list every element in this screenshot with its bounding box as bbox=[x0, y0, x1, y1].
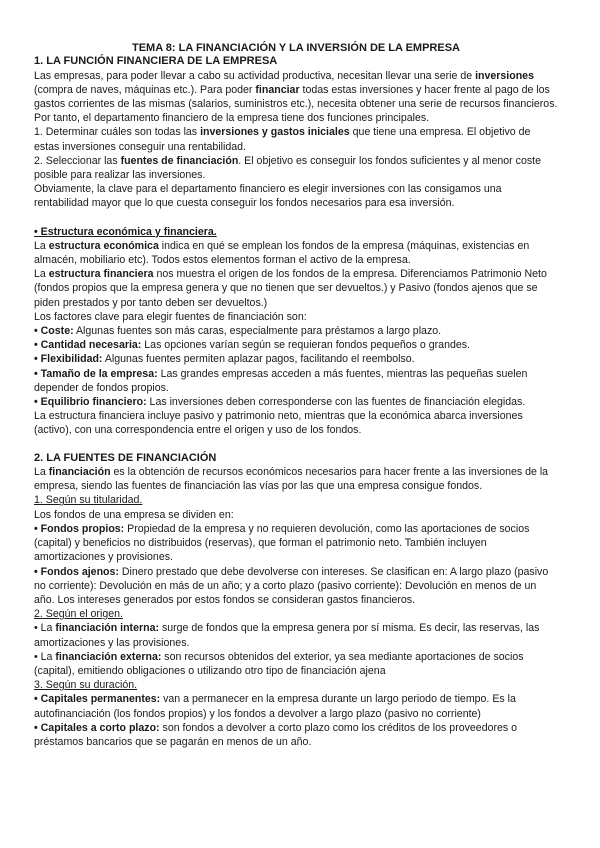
list-item bbox=[34, 721, 558, 749]
text-run: son recursos obtenidos del exterior, ya sea mediante aportaciones de socios (capital), emitiendo obligaciones o utilizando otro tipo de financiación ajena bbox=[34, 650, 524, 677]
text-run: • La bbox=[34, 650, 56, 663]
list-item bbox=[34, 324, 558, 338]
bold-term: estructura económica bbox=[48, 239, 159, 252]
text-run: La bbox=[34, 239, 49, 252]
text-run: 2. Seleccionar las bbox=[34, 154, 121, 167]
text-run: Las opciones varían según se requieran fondos pequeños o grandes. bbox=[141, 339, 470, 352]
list-item bbox=[34, 352, 558, 366]
list-item bbox=[34, 621, 558, 649]
bold-term: inversiones y gastos iniciales bbox=[200, 126, 350, 139]
document-page bbox=[34, 42, 558, 749]
subsection-heading: 3. Según su duración. bbox=[34, 679, 138, 692]
section-1-heading: 1. LA FUNCIÓN FINANCIERA DE LA EMPRESA bbox=[34, 55, 278, 67]
spacer bbox=[34, 438, 558, 452]
list-item bbox=[34, 522, 558, 565]
paragraph bbox=[34, 239, 558, 267]
text-run: es la obtención de recursos económicos necesarios para hacer frente a las inversiones de la empresa, siendo las fuentes de financiación las vías por las que una empresa consigue fondos. bbox=[34, 466, 549, 493]
bold-term: inversiones bbox=[475, 69, 534, 82]
bold-term: financiación externa: bbox=[55, 650, 162, 663]
bold-term: financiación interna: bbox=[55, 622, 159, 635]
list-item bbox=[34, 692, 558, 720]
section-2-heading: 2. LA FUENTES DE FINANCIACIÓN bbox=[34, 451, 217, 464]
text-run: van a permanecer en la empresa durante un largo periodo de tiempo. Es la autofinanciación (los fondos propios) y los fondos a devolver a largo plazo (pasivo no corriente) bbox=[34, 693, 516, 720]
text-run: Algunas fuentes permiten aplazar pagos, facilitando el reembolso. bbox=[102, 353, 415, 366]
text-run: Dinero prestado que debe devolverse con intereses. Se clasifican en: A largo plazo (pasivo no corriente): Devolución en más de un año; y a corto plazo (pasivo corriente): Devolución en menos de un año. Los intereses generados por estos fondos se consideran gastos financieros. bbox=[34, 565, 549, 606]
bold-term: • Capitales permanentes: bbox=[34, 693, 161, 706]
paragraph: Los fondos de una empresa se dividen en: bbox=[34, 508, 234, 521]
text-run: . El objetivo es conseguir los fondos suficientes y al menor coste posible para realizar las inversiones. bbox=[34, 154, 541, 181]
list-item bbox=[34, 338, 558, 352]
bold-term: estructura financiera bbox=[48, 268, 154, 281]
text-run: Las empresas, para poder llevar a cabo su actividad productiva, necesitan llevar una serie de bbox=[34, 69, 476, 82]
paragraph bbox=[34, 465, 558, 493]
text-run: todas estas inversiones y hacer frente al pago de los gastos corrientes de las mismas (salarios, suministros etc.), necesita obtener una serie de recursos financieros. bbox=[34, 83, 558, 110]
structure-heading bbox=[34, 225, 558, 239]
text-run: 1. Determinar cuáles son todas las bbox=[34, 126, 201, 139]
list-item bbox=[34, 650, 558, 678]
text-run: Propiedad de la empresa y no requieren devolución, como las aportaciones de socios (capital) y beneficios no distribuidos (reservas), que forman el patrimonio neto. También incluyen amortizaciones y provisiones. bbox=[34, 522, 530, 564]
list-item bbox=[34, 565, 558, 608]
paragraph bbox=[34, 267, 558, 310]
bold-term: • Flexibilidad: bbox=[34, 353, 103, 366]
paragraph bbox=[34, 69, 558, 112]
bold-term: • Estructura económica y financiera. bbox=[34, 225, 217, 238]
bold-term: • Cantidad necesaria: bbox=[34, 339, 142, 352]
paragraph: Obviamente, la clave para el departamento financiero es elegir inversiones con las consigamos una rentabilidad mayor que lo que cuesta conseguir los fondos necesarios para esa inversión. bbox=[34, 183, 502, 210]
paragraph: La estructura financiera incluye pasivo y patrimonio neto, mientras que la económica abarca inversiones (activo), con una correspondencia entre el origen y uso de los fondos. bbox=[34, 410, 523, 437]
text-run: Las grandes empresas acceden a más fuentes, mientras las pequeñas suelen depender de fondos propios. bbox=[34, 367, 528, 394]
text-run: La bbox=[34, 268, 49, 281]
text-run: (compra de naves, máquinas etc.). Para poder bbox=[34, 83, 256, 96]
spacer bbox=[34, 211, 558, 225]
bold-term: • Coste: bbox=[34, 324, 74, 337]
text-run: son fondos a devolver a corto plazo como los créditos de los proveedores o préstamos bancarios que se pagarán en menos de un año. bbox=[34, 721, 518, 748]
list-item bbox=[34, 395, 558, 409]
bold-term: financiación bbox=[48, 466, 111, 479]
bold-term: • Equilibrio financiero: bbox=[34, 395, 147, 408]
document-title: TEMA 8: LA FINANCIACIÓN Y LA INVERSIÓN DE LA EMPRESA bbox=[132, 42, 460, 54]
bold-term: • Fondos ajenos: bbox=[34, 565, 119, 578]
text-run: surge de fondos que la empresa genera por sí misma. Es decir, las reservas, las amortizaciones y las provisiones. bbox=[34, 622, 540, 649]
text-run: nos muestra el origen de los fondos de la empresa. Diferenciamos Patrimonio Neto (fondos propios que la empresa genera y que no tienen que ser devueltos.) y Pasivo (fondos ajenos que se piden prestados y por tanto deben ser devueltos.) bbox=[34, 268, 547, 309]
subsection-heading: 2. Según el origen. bbox=[34, 608, 123, 621]
text-run: Algunas fuentes son más caras, especialmente para préstamos a largo plazo. bbox=[73, 324, 442, 337]
paragraph bbox=[34, 125, 558, 153]
paragraph: Los factores clave para elegir fuentes de financiación son: bbox=[34, 310, 307, 323]
bold-term: • Tamaño de la empresa: bbox=[34, 367, 158, 380]
bold-term: financiar bbox=[255, 83, 300, 96]
text-run: • La bbox=[34, 622, 56, 635]
text-run: que tiene una empresa. El objetivo de estas inversiones conseguir una rentabilidad. bbox=[34, 126, 531, 153]
text-run: indica en qué se emplean los fondos de la empresa (máquinas, existencias en almacén, mobiliario etc). Todos estos elementos forman el activo de la empresa. bbox=[34, 239, 530, 266]
bold-term: fuentes de financiación bbox=[120, 154, 239, 167]
text-run: La bbox=[34, 466, 49, 479]
text-run: Las inversiones deben corresponderse con las fuentes de financiación elegidas. bbox=[146, 395, 526, 408]
list-item bbox=[34, 367, 558, 395]
subsection-heading: 1. Según su titularidad. bbox=[34, 494, 143, 507]
paragraph: Por tanto, el departamento financiero de la empresa tiene dos funciones principales. bbox=[34, 112, 430, 125]
bold-term: • Capitales a corto plazo: bbox=[34, 721, 160, 734]
paragraph bbox=[34, 154, 558, 182]
bold-term: • Fondos propios: bbox=[34, 522, 125, 535]
